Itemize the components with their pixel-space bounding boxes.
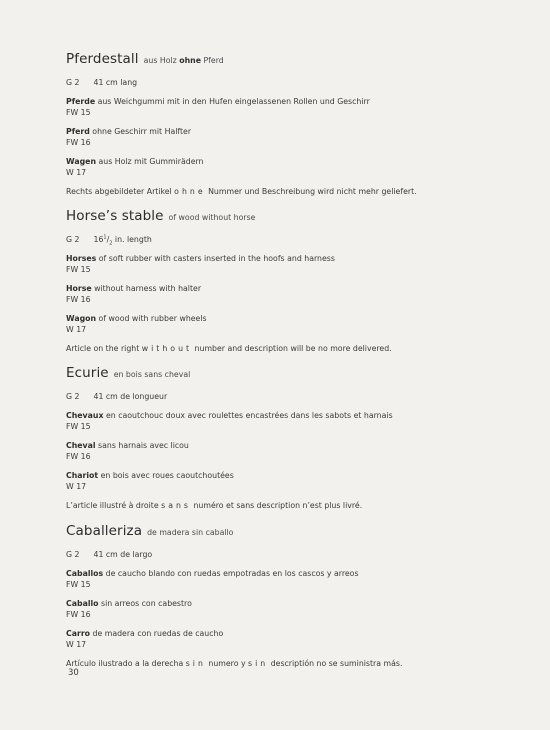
discontinued-note: Article on the right without number and description will be no more delivered. [66,344,392,353]
section-heading [66,50,506,69]
section-title: Caballeriza [66,523,143,539]
section-spanish [66,522,506,669]
section-subtitle: aus Holz ohne Pferd [143,56,224,65]
article-entry: Cheval sans harnais avec licou FW 16 [66,441,189,461]
discontinued-note: L’article illustré à droite sans numéro et sans description n’est plus livré. [66,501,363,510]
article-entry: Caballo sin arreos con cabestro FW 16 [66,599,192,619]
discontinued-note: Rechts abgebildeter Artikel ohne Nummer und Beschreibung wird nicht mehr geliefert. [66,187,417,196]
article-entry: Wagon of wood with rubber wheels W 17 [66,314,207,334]
article-entry: Chariot en bois avec roues caoutchoutées W 17 [66,471,234,491]
article-entry: Chevaux en caoutchouc doux avec roulettes encastrées dans les sabots et harnais FW 15 [66,411,393,431]
discontinued-note: Artículo ilustrado a la derecha sin numero y sin descriptión no se suministra más. [66,659,403,668]
article-entry: Carro de madera con ruedas de caucho W 17 [66,629,224,649]
section-title: Horse’s stable [66,208,164,224]
section-heading [66,364,506,383]
section-subtitle: de madera sin caballo [147,528,234,537]
article-code: G 2 41 cm de longueur [66,392,168,401]
section-subtitle: of wood without horse [168,213,256,222]
article-code: G 2 41 cm lang [66,78,138,87]
article-entry: Caballos de caucho blando con ruedas empotradas en los cascos y arreos FW 15 [66,569,359,589]
section-title: Ecurie [66,365,109,381]
article-entry: Pferde aus Weichgummi mit in den Hufen eingelassenen Rollen und Geschirr FW 15 [66,97,370,117]
section-english [66,207,506,354]
section-french [66,364,506,511]
section-german [66,50,506,197]
section-heading [66,207,506,226]
section-subtitle: en bois sans cheval [113,370,191,379]
article-entry: Horse without harness with halter FW 16 [66,284,202,304]
section-heading [66,522,506,541]
section-title: Pferdestall [66,51,139,67]
article-code: G 2 $16^1/_2$ in. length [66,234,152,247]
article-entry: Horses of soft rubber with casters inserted in the hoofs and harness FW 15 [66,254,335,274]
article-entry: Pferd ohne Geschirr mit Halfter FW 16 [66,127,192,147]
page-number: 30 [68,668,79,678]
article-code: G 2 41 cm de largo [66,550,153,559]
article-entry: Wagen aus Holz mit Gummirädern W 17 [66,157,204,177]
